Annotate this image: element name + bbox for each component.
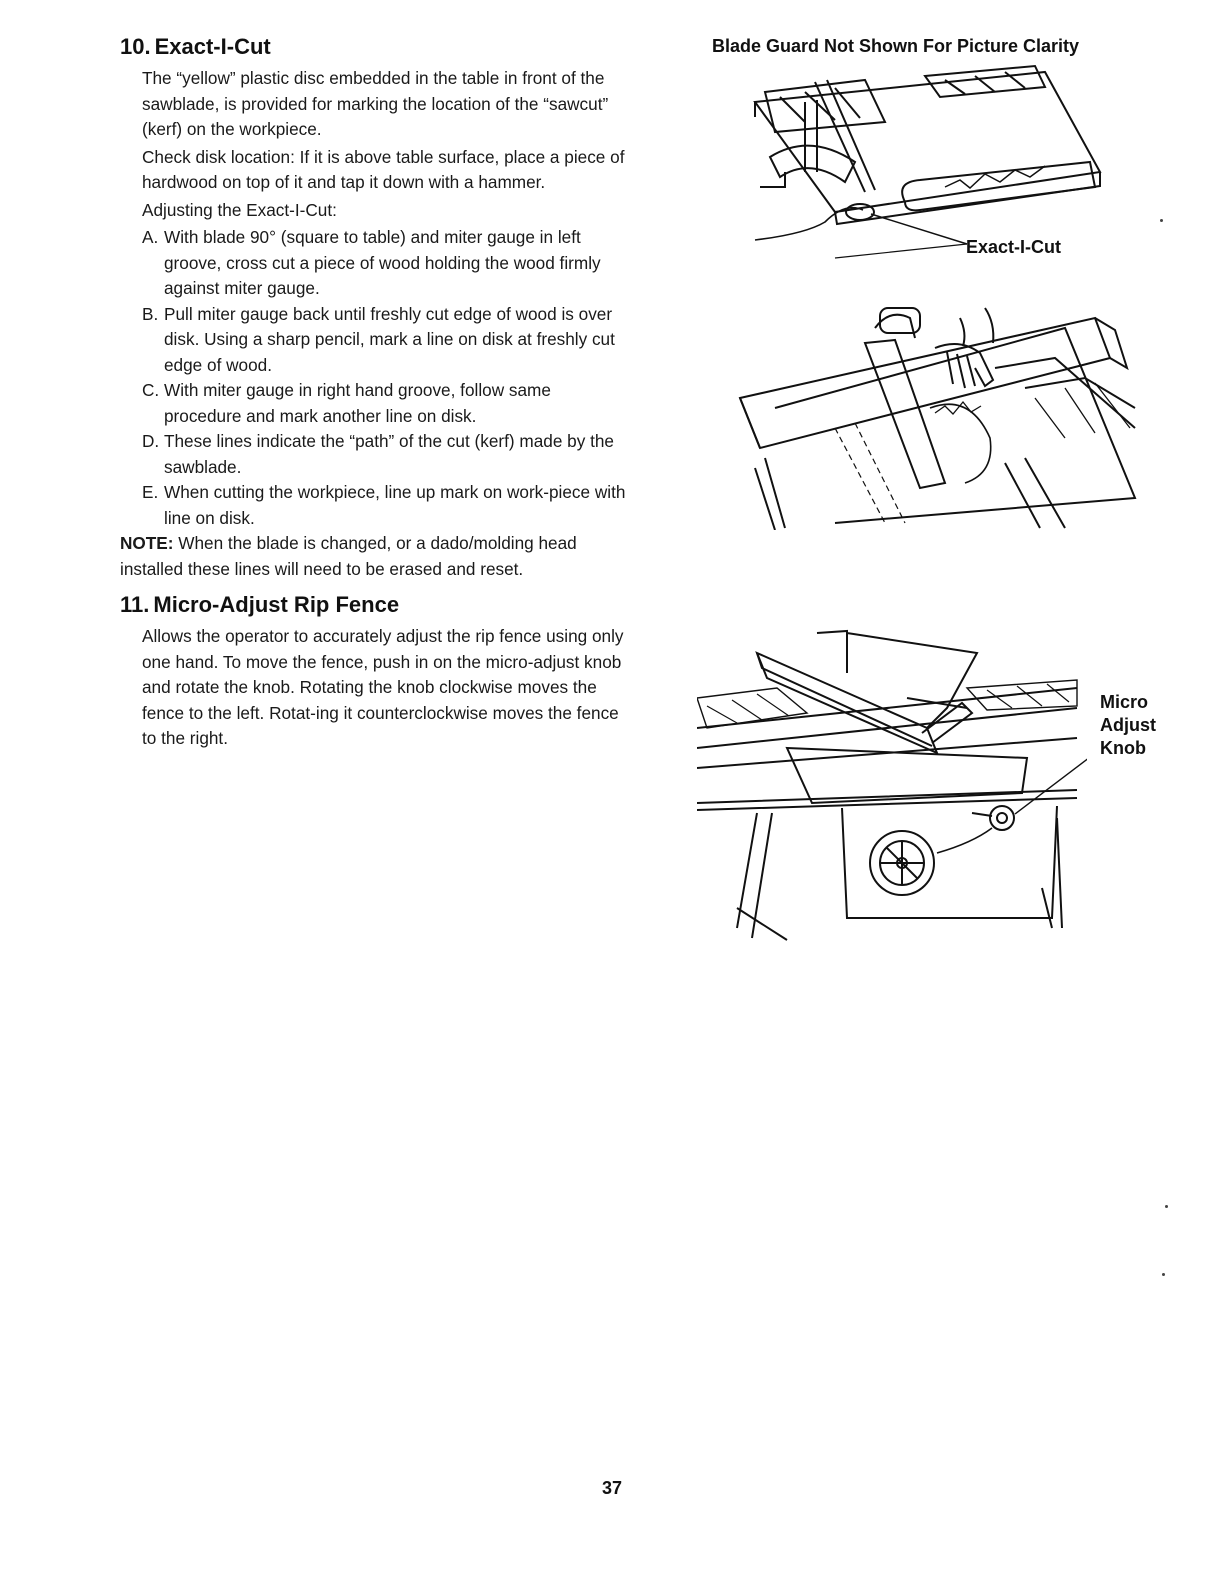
step-text: These lines indicate the “path” of the cut (kerf) made by the sawblade. bbox=[164, 431, 614, 477]
callout-line-1: Micro bbox=[1100, 692, 1149, 712]
figure-micro-adjust bbox=[697, 628, 1087, 946]
figure-exact-i-cut bbox=[745, 62, 1105, 262]
note-text: When the blade is changed, or a dado/molding head installed these lines will need to be erased and reset. bbox=[120, 533, 577, 579]
table-saw-top-illustration bbox=[745, 62, 1105, 262]
step-e bbox=[142, 480, 632, 531]
step-text: When cutting the workpiece, line up mark on work-piece with line on disk. bbox=[164, 482, 626, 528]
scan-speck bbox=[1162, 1273, 1165, 1276]
section-title-text: Micro-Adjust Rip Fence bbox=[153, 592, 400, 617]
exact-i-cut-callout: Exact-I-Cut bbox=[966, 237, 1062, 257]
step-text: Pull miter gauge back until freshly cut edge of wood is over disk. Using a sharp pencil, mark a line on disk at freshly cut edge of wood. bbox=[164, 303, 615, 375]
step-c bbox=[142, 378, 632, 429]
scan-speck bbox=[1165, 1205, 1168, 1208]
paragraph-yellow-disc: The “yellow” plastic disc embedded in the table in front of the sawblade, is provided for marking the location of the “sawcut” (kerf) on the workpiece. bbox=[142, 68, 609, 139]
section-number: 10. bbox=[120, 34, 151, 59]
step-letter: B. bbox=[142, 303, 159, 324]
section-title-text: Exact-I-Cut bbox=[154, 34, 271, 59]
step-letter: C. bbox=[142, 380, 160, 400]
note-label: NOTE: bbox=[120, 533, 174, 553]
callout-line-3: Knob bbox=[1100, 738, 1146, 758]
note bbox=[120, 531, 632, 582]
paragraph-check-disk: Check disk location: If it is above table surface, place a piece of hardwood on top of it and tap it down with a hammer. bbox=[142, 146, 625, 192]
section-title-micro-adjust bbox=[120, 592, 632, 618]
section-title-exact-i-cut bbox=[120, 34, 632, 60]
callout-line-2: Adjust bbox=[1100, 715, 1156, 735]
step-text: With miter gauge in right hand groove, follow same procedure and mark another line on disk. bbox=[164, 380, 551, 426]
figure-caption: Blade Guard Not Shown For Picture Clarity bbox=[712, 36, 1080, 56]
scan-speck bbox=[1160, 219, 1163, 222]
step-letter: A. bbox=[142, 227, 159, 247]
step-b bbox=[142, 302, 632, 379]
section-exact-i-cut bbox=[120, 34, 632, 582]
micro-adjust-callout bbox=[1100, 691, 1156, 760]
page-number: 37 bbox=[601, 1478, 623, 1498]
step-a bbox=[142, 225, 632, 302]
paragraph-adjusting: Adjusting the Exact-I-Cut: bbox=[142, 199, 337, 220]
section-micro-adjust bbox=[120, 592, 632, 752]
step-text: With blade 90° (square to table) and miter gauge in left groove, cross cut a piece of wood holding the wood firmly against miter gauge. bbox=[164, 227, 601, 298]
step-letter: E. bbox=[142, 482, 159, 502]
left-column bbox=[120, 34, 632, 754]
figure-cross-cut bbox=[735, 298, 1140, 530]
cross-cut-illustration bbox=[735, 298, 1140, 530]
step-letter: D. bbox=[142, 431, 160, 451]
rip-fence-illustration bbox=[697, 628, 1087, 946]
paragraph-micro-adjust: Allows the operator to accurately adjust the rip fence using only one hand. To move the fence, push in on the micro-adjust knob and rotate the knob. Rotating the knob clockwise moves the fence to the left. Rotat-ing it counterclockwise moves the fence to the right. bbox=[142, 626, 624, 748]
step-d bbox=[142, 429, 632, 480]
section-number: 11. bbox=[120, 592, 150, 617]
